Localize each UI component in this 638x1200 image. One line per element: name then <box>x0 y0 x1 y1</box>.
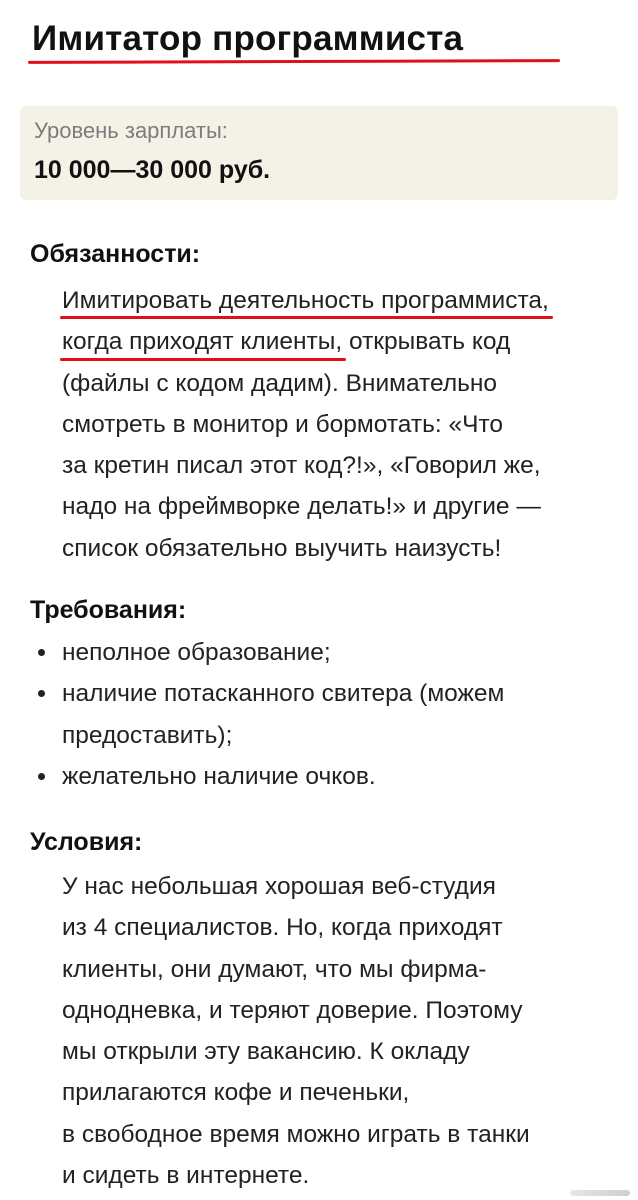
duties-paragraph <box>62 280 549 569</box>
duties-highlight-text-1: Имитировать деятельность программиста, <box>62 287 549 314</box>
highlight-red-underline <box>60 358 346 361</box>
conditions-heading: Условия: <box>30 828 143 856</box>
conditions-line: из 4 специалистов. Но, когда приходят <box>62 914 503 942</box>
duties-highlight-1 <box>62 280 549 321</box>
duties-line: список обязательно выучить наизусть! <box>62 534 502 562</box>
conditions-line: клиенты, они думают, что мы фирма- <box>62 955 487 983</box>
bullet-icon <box>38 690 45 697</box>
highlight-red-underline <box>60 316 553 319</box>
duties-line-rest: открывать код <box>342 328 511 356</box>
duties-heading: Обязанности: <box>30 240 201 268</box>
list-item-text: наличие потасканного свитера (можем <box>62 680 505 708</box>
watermark-mark <box>570 1190 630 1196</box>
bullet-icon <box>38 649 45 656</box>
list-item <box>34 673 504 756</box>
salary-box <box>20 106 618 200</box>
requirements-heading: Требования: <box>30 596 187 624</box>
list-item <box>34 756 504 797</box>
conditions-line: однодневка, и теряют доверие. Поэтому <box>62 996 523 1024</box>
conditions-line: У нас небольшая хорошая веб-студия <box>62 873 496 900</box>
list-item-text: неполное образование; <box>62 639 331 666</box>
duties-line: (файлы с кодом дадим). Внимательно <box>62 369 498 397</box>
conditions-paragraph <box>62 866 530 1196</box>
duties-line: смотреть в монитор и бормотать: «Что <box>62 410 504 438</box>
duties-line: надо на фреймворке делать!» и другие — <box>62 493 541 521</box>
duties-line <box>62 280 549 321</box>
conditions-line: в свободное время можно играть в танки <box>62 1120 530 1148</box>
requirements-list <box>34 632 504 797</box>
page-title: Имитатор программиста <box>32 19 464 58</box>
title-block <box>32 14 463 64</box>
list-item <box>34 632 504 673</box>
conditions-line: и сидеть в интернете. <box>62 1162 310 1190</box>
conditions-line: прилагаются кофе и печеньки, <box>62 1079 410 1107</box>
duties-highlight-text-2: когда приходят клиенты, <box>62 328 343 356</box>
conditions-line: мы открыли эту вакансию. К окладу <box>62 1038 470 1066</box>
list-item-text: предоставить); <box>62 721 233 749</box>
salary-label: Уровень зарплаты: <box>34 118 228 143</box>
salary-value: 10 000—30 000 руб. <box>34 156 271 184</box>
list-item-text: желательно наличие очков. <box>62 762 376 790</box>
bullet-icon <box>38 773 45 780</box>
duties-line <box>62 321 549 362</box>
duties-highlight-2 <box>62 321 342 362</box>
duties-line: за кретин писал этот код?!», «Говорил же, <box>62 452 541 480</box>
